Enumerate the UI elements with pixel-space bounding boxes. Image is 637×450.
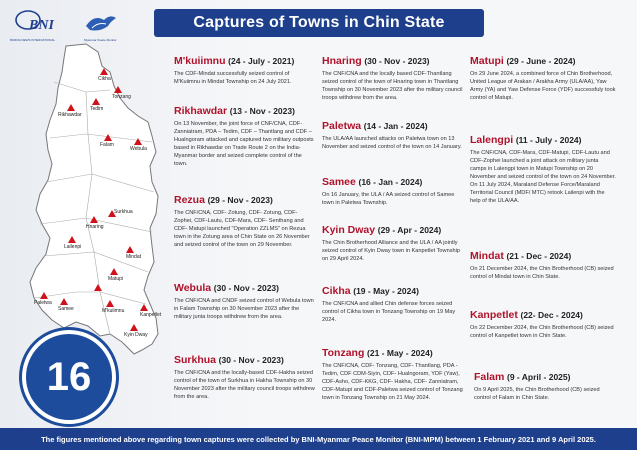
town-count-badge bbox=[22, 330, 116, 424]
map-label: Paletwa bbox=[34, 300, 52, 306]
entry-heading bbox=[470, 55, 616, 67]
town-name: Mindat bbox=[470, 250, 504, 262]
map-label: Mindat bbox=[126, 254, 142, 260]
logo-area bbox=[8, 8, 138, 44]
entry-heading bbox=[174, 194, 316, 206]
map-label: Lailenpi bbox=[64, 244, 82, 250]
entry-description: On 29 June 2024, a combined force of Chin Brotherhood, United League of Arakan / Arakha Army (ULA/AA), Yaw Army (YA) and Yaw Defense Force (YDF) successfuly took control of Matupi. bbox=[470, 71, 616, 101]
marker-tedim-icon bbox=[92, 98, 100, 105]
town-name: Kyin Dway bbox=[322, 224, 376, 236]
town-name: Kanpetlet bbox=[470, 309, 518, 321]
marker-hnaring-icon bbox=[90, 216, 98, 223]
bni-logo-icon bbox=[8, 8, 64, 38]
capture-date: (29 - Apr - 2024) bbox=[377, 225, 442, 235]
entry-description: On 13 November, the joint force of CNF/CNA, CDF-Zanniatram, PDA – Tedim, CDF – Thantlang and CDF – Hualngoram attacked and captured two military outposts based in Rikhawdar on Trade Route 2 on the India-Myanmar border and seized complete control of the town. bbox=[174, 121, 314, 167]
town-name: Rikhawdar bbox=[174, 105, 228, 117]
entry-heading bbox=[174, 105, 316, 117]
entry-kanpetlet bbox=[470, 309, 616, 340]
title-banner bbox=[154, 9, 484, 37]
map-label: Surkhua bbox=[114, 209, 133, 215]
entry-falam bbox=[474, 371, 616, 402]
capture-date: (30 - Nov - 2023) bbox=[218, 355, 284, 365]
map-label: Falam bbox=[100, 142, 114, 148]
marker-kyindway-icon bbox=[130, 324, 138, 331]
map-label: M'kuiimnu bbox=[102, 308, 125, 314]
footer-note: The figures mentioned above regarding town captures were collected by BNI-Myanmar Peace Monitor (BNI-MPM) between 1 February 2021 and 9 April 2025. bbox=[41, 434, 596, 444]
entry-heading bbox=[322, 224, 464, 236]
capture-date: (22- Dec - 2024) bbox=[520, 310, 583, 320]
footer-banner bbox=[0, 428, 637, 450]
capture-date: (11 - July - 2024) bbox=[515, 135, 582, 145]
entry-samee bbox=[322, 176, 464, 207]
marker-webula-icon bbox=[134, 138, 142, 145]
capture-date: (29 - June - 2024) bbox=[506, 56, 576, 66]
entry-heading bbox=[474, 371, 616, 383]
entry-heading bbox=[174, 354, 316, 366]
marker-mkuiimnu-icon bbox=[106, 300, 114, 307]
entry-description: The CNF/CNA, CDF- Zotung, CDF- Zotung, CDF- Zophei, CDF-Lautu, CDF-Mara, CDF- Senthang and CDF- Matupi launched "Operation ZZLMS" on Rezua town in the Zotung area of Chin State on 26 November and seized control of the town on 29 November. bbox=[174, 210, 310, 248]
marker-cikha-icon bbox=[100, 68, 108, 75]
entry-mindat bbox=[470, 250, 616, 281]
entry-description: The CNF/CNA and CNDF seized control of Webula town in Falam Township on 30 November 2023 after the military junta troops withdrew from the area. bbox=[174, 298, 314, 320]
entry-description: On 9 April 2025, the Chin Brotherhood (CB) seized control of Falam in Chin State. bbox=[474, 387, 600, 401]
town-name: M'kuiimnu bbox=[174, 55, 226, 67]
town-name: Rezua bbox=[174, 194, 205, 206]
entry-cikha bbox=[322, 285, 464, 324]
entry-description: The CNF/CNA, CDF-Mara, CDF-Matupi, CDF-Lautu and CDF-Zophei launched a joint attack on military junta camps in Lalengpi town in Matupi Township on 20 November and seized control of the town on 24 November. On 11 July 2024, Maraland Defense Force/Maraland Territorial Council (MDF/ MTC) retook Lailenpi with the help of the ULA/AA. bbox=[470, 150, 616, 204]
capture-date: (24 - July - 2021) bbox=[228, 56, 295, 66]
capture-date: (29 - Nov - 2023) bbox=[207, 195, 273, 205]
entry-description: On 16 January, the ULA / AA seized control of Samee town in Paletwa Township. bbox=[322, 192, 455, 206]
capture-date: (30 - Nov - 2023) bbox=[364, 56, 430, 66]
map-label: Webula bbox=[130, 146, 147, 152]
town-name: Surkhua bbox=[174, 354, 217, 366]
town-name: Falam bbox=[474, 371, 505, 383]
entry-rikhawdar bbox=[174, 105, 316, 168]
entry-paletwa bbox=[322, 120, 464, 151]
map-label: Tonzang bbox=[112, 94, 131, 100]
entry-hnaring bbox=[322, 55, 464, 102]
entry-description: The CNF/CNA and the locally-based CDF-Hakha seized control of the town of Surkhua in Hakha Township on 30 November 2023 after the military council troops withdrew from the area. bbox=[174, 370, 315, 400]
entry-description: The CNF/CNA and allied Chin defense forces seized control of Cikha town in Tonzang Township on 19 May 2024. bbox=[322, 301, 456, 323]
entry-kyindway bbox=[322, 224, 464, 263]
entry-heading bbox=[174, 282, 316, 294]
capture-date: (21 - Dec - 2024) bbox=[506, 251, 572, 261]
capture-date: (21 - May - 2024) bbox=[367, 348, 433, 358]
entry-description: The CNF/CNA and the locally based CDF-Thantlang seized control of the town of Hnaring town in Thantlang Township on 30 November 2023 after the military council troops withdrew from the area. bbox=[322, 71, 463, 101]
entry-heading bbox=[470, 309, 616, 321]
marker-lailenpi-icon bbox=[68, 236, 76, 243]
map-label: Kyin Dway bbox=[124, 332, 148, 338]
entry-surkhua bbox=[174, 354, 316, 401]
town-name: Tonzang bbox=[322, 347, 365, 359]
entry-matupi bbox=[470, 55, 616, 102]
map-label: Kanpetlet bbox=[140, 312, 162, 318]
capture-date: (19 - May - 2024) bbox=[353, 286, 419, 296]
entry-tonzang bbox=[322, 347, 464, 402]
map-label: Rikhawdar bbox=[58, 112, 82, 118]
entry-heading bbox=[322, 176, 464, 188]
dove-logo-icon bbox=[80, 10, 120, 36]
map-label: Hnaring bbox=[86, 224, 104, 230]
marker-kanpetlet-icon bbox=[140, 304, 148, 311]
page-title: Captures of Towns in Chin State bbox=[193, 14, 445, 31]
entry-webula bbox=[174, 282, 316, 321]
town-name: Matupi bbox=[470, 55, 504, 67]
entry-rezua bbox=[174, 194, 316, 249]
marker-matupi-icon bbox=[110, 268, 118, 275]
entry-description: On 22 December 2024, the Chin Brotherhood (CB) seized control of Kanpetlet town in Chin State. bbox=[470, 325, 614, 339]
entry-heading bbox=[322, 285, 464, 297]
town-name: Lalengpi bbox=[470, 134, 514, 146]
entry-heading bbox=[322, 55, 464, 67]
entry-lalengpi bbox=[470, 134, 616, 205]
entry-description: The CDF-Mindat successfully seized control of M'Kuiimnu in Mindat Township on 24 July 2021. bbox=[174, 71, 292, 85]
marker-rezua-icon bbox=[94, 284, 102, 291]
entry-heading bbox=[470, 134, 616, 146]
marker-tonzang-icon bbox=[114, 86, 122, 93]
capture-date: (30 - Nov - 2023) bbox=[213, 283, 279, 293]
map-label: Samee bbox=[58, 306, 74, 312]
map-label: Cikha bbox=[98, 76, 111, 82]
marker-rikhawdar-icon bbox=[67, 104, 75, 111]
map-label: Matupi bbox=[108, 276, 124, 282]
marker-mindat-icon bbox=[126, 246, 134, 253]
entry-mkuiimnu bbox=[174, 55, 316, 86]
entry-description: The CNF/CNA, CDF- Tonzang, CDF- Thantlang, PDA -Tedim, CDF CDM-Siyin, CDF- Hualngoram, YDF (Yaw), CDF-Asho, CDF-KKG, CDF- Hakha, CDF- Zanniatram, CDF-Matupi and CDF-Paletwa seized control of Tonzang town in Tonzang Township on 21 May 2024. bbox=[322, 363, 463, 401]
entry-description: The ULA/AA launched attacks on Paletwa town on 13 November and seized control of the town on 14 January. bbox=[322, 136, 462, 150]
town-name: Cikha bbox=[322, 285, 351, 297]
town-name: Hnaring bbox=[322, 55, 362, 67]
map-label: Tedim bbox=[90, 106, 104, 112]
entry-description: On 21 December 2024, the Chin Brotherhood (CB) seized control of Mindat town in Chin State. bbox=[470, 266, 614, 280]
marker-samee-icon bbox=[60, 298, 68, 305]
entry-heading bbox=[322, 120, 464, 132]
entry-description: The Chin Brotherhood Alliance and the ULA / AA jointly seized control of Kyin Dway town in Kanpetlet Township on 29 April 2024. bbox=[322, 240, 460, 262]
capture-date: (16 - Jan - 2024) bbox=[358, 177, 423, 187]
marker-paletwa-icon bbox=[40, 292, 48, 299]
town-name: Samee bbox=[322, 176, 356, 188]
bni-logo-caption: BURMA NEWS INTERNATIONAL bbox=[10, 38, 56, 42]
town-name: Webula bbox=[174, 282, 212, 294]
capture-date: (13 - Nov - 2023) bbox=[229, 106, 295, 116]
capture-date: (14 - Jan - 2024) bbox=[363, 121, 428, 131]
town-count: 16 bbox=[46, 354, 92, 399]
entry-heading bbox=[470, 250, 616, 262]
svg-text:BNI: BNI bbox=[29, 18, 54, 33]
capture-date: (9 - April - 2025) bbox=[507, 372, 571, 382]
town-name: Paletwa bbox=[322, 120, 362, 132]
entry-heading bbox=[322, 347, 464, 359]
marker-falam-icon bbox=[104, 134, 112, 141]
mpm-logo-caption: Myanmar Peace Monitor bbox=[84, 38, 117, 42]
entry-heading bbox=[174, 55, 316, 67]
